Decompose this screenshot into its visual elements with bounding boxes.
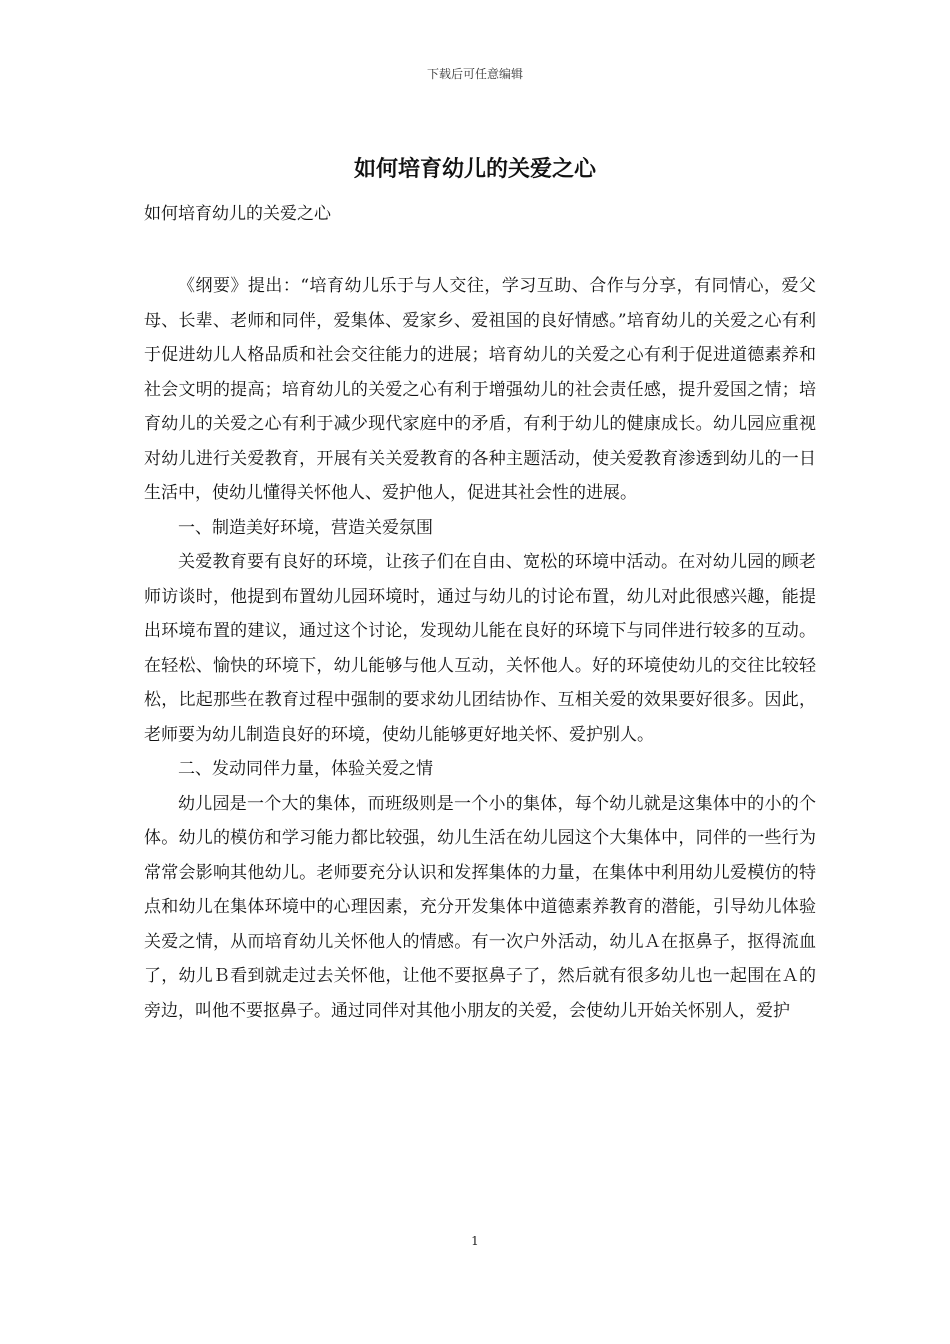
paragraph-section-1: 关爱教育要有良好的环境，让孩子们在自由、宽松的环境中活动。在对幼儿园的顾老师访谈时，他提到布置幼儿园环境时，通过与幼儿的讨论布置，幼儿对此很感兴趣，能提出环境布置的建议，通过这个讨论，发现幼儿能在良好的环境下与同伴进行较多的互动。在轻松、愉快的环境下，幼儿能够与他人互动，关怀他人。好的环境使幼儿的交往比较轻松，比起那些在教育过程中强制的要求幼儿团结协作、互相关爱的效果要好很多。因此，老师要为幼儿制造良好的环境，使幼儿能够更好地关怀、爱护别人。: [144, 552, 816, 745]
page-number: 1: [471, 1234, 479, 1248]
section-heading-1: 一、制造美好环境，营造关爱氛围: [178, 517, 433, 538]
section-heading-2: 二、发动同伴力量，体验关爱之情: [178, 759, 433, 779]
document-body: [144, 269, 816, 1028]
document-subtitle: 如何培育幼儿的关爱之心: [144, 204, 331, 224]
paragraph-intro: 《纲要》提出：“培育幼儿乐于与人交往，学习互助、合作与分享，有同情心，爱父母、长辈、老师和同伴，爱集体、爱家乡、爱祖国的良好情感。”培育幼儿的关爱之心有利于促进幼儿人格品质和社会交往能力的进展；培育幼儿的关爱之心有利于促进道德素养和社会文明的提高；培育幼儿的关爱之心有利于增强幼儿的社会责任感，提升爱国之情；培育幼儿的关爱之心有利于减少现代家庭中的矛盾，有利于幼儿的健康成长。幼儿园应重视对幼儿进行关爱教育，开展有关关爱教育的各种主题活动，使关爱教育渗透到幼儿的一日生活中，使幼儿懂得关怀他人、爱护他人，促进其社会性的进展。: [144, 276, 816, 503]
document-title: 如何培育幼儿的关爱之心: [353, 156, 596, 182]
paragraph-section-2: 幼儿园是一个大的集体，而班级则是一个小的集体，每个幼儿就是这集体中的小的个体。幼儿的模仿和学习能力都比较强，幼儿生活在幼儿园这个大集体中，同伴的一些行为常常会影响其他幼儿。老师要充分认识和发挥集体的力量，在集体中利用幼儿爱模仿的特点和幼儿在集体环境中的心理因素，充分开发集体中道德素养教育的潜能，引导幼儿体验关爱之情，从而培育幼儿关怀他人的情感。有一次户外活动，幼儿Ａ在抠鼻子，抠得流血了，幼儿Ｂ看到就走过去关怀他，让他不要抠鼻子了，然后就有很多幼儿也一起围在Ａ的旁边，叫他不要抠鼻子。通过同伴对其他小朋友的关爱，会使幼儿开始关怀别人，爱护: [144, 793, 816, 1021]
page-header: 下载后可任意编辑: [426, 67, 523, 81]
